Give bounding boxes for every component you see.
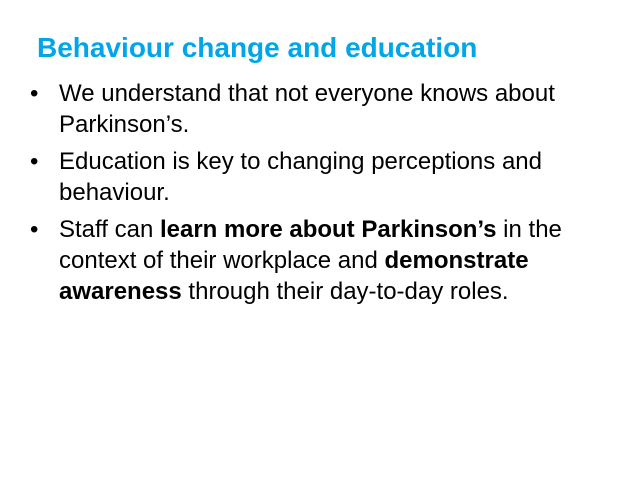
bullet-text-part: in the context of their workplace and xyxy=(59,216,562,274)
bullet-icon: • xyxy=(30,80,39,107)
bullet-text-part: Staff can xyxy=(59,216,160,243)
bullet-item xyxy=(30,146,600,208)
bullet-item xyxy=(30,214,600,307)
bullet-text: Education is key to changing perceptions and behaviour. xyxy=(59,148,542,206)
bullet-icon: • xyxy=(30,148,39,175)
bullet-item xyxy=(30,78,600,140)
slide-title: Behaviour change and education xyxy=(37,32,478,63)
bullet-emphasis: learn more about Parkinson’s xyxy=(159,216,497,243)
bullet-text-part: through their day-to-day roles. xyxy=(181,278,509,305)
bullet-icon: • xyxy=(30,216,39,243)
bullet-list xyxy=(30,78,600,307)
bullet-emphasis: demonstrate awareness xyxy=(59,247,529,305)
bullet-text: We understand that not everyone knows about Parkinson’s. xyxy=(59,80,555,138)
